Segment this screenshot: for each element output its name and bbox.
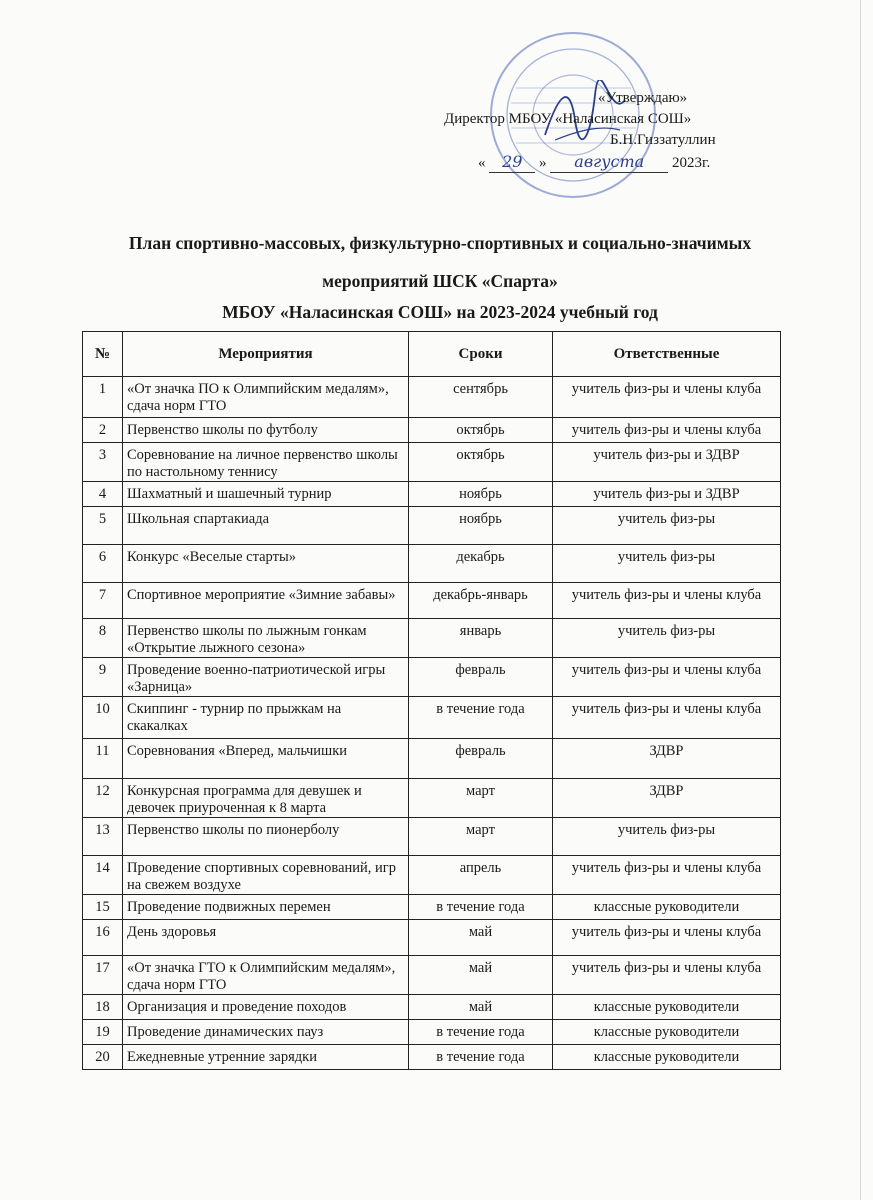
document-title-line2: мероприятий ШСК «Спарта» [322, 271, 558, 291]
table-row [83, 418, 781, 443]
row-responsible: классные руководители [553, 995, 781, 1020]
table-row [83, 895, 781, 920]
row-number: 5 [83, 507, 123, 545]
row-number: 7 [83, 583, 123, 619]
row-responsible: учитель физ-ры и члены клуба [553, 658, 781, 697]
table-row [83, 995, 781, 1020]
row-number: 19 [83, 1020, 123, 1045]
row-number: 3 [83, 443, 123, 482]
row-term: май [409, 920, 553, 956]
row-number: 9 [83, 658, 123, 697]
header-term: Сроки [409, 332, 553, 377]
table-row [83, 443, 781, 482]
row-responsible: учитель физ-ры [553, 818, 781, 856]
row-event: Конкурс «Веселые старты» [123, 545, 409, 583]
row-number: 20 [83, 1045, 123, 1070]
header-event: Мероприятия [123, 332, 409, 377]
row-term: май [409, 995, 553, 1020]
table-row [83, 818, 781, 856]
row-event: Проведение подвижных перемен [123, 895, 409, 920]
approval-heading: «Утверждаю» [598, 90, 688, 106]
row-responsible: учитель физ-ры и ЗДВР [553, 443, 781, 482]
row-term: октябрь [409, 418, 553, 443]
row-responsible: учитель физ-ры и ЗДВР [553, 482, 781, 507]
table-row [83, 739, 781, 779]
table-row [83, 377, 781, 418]
row-responsible: учитель физ-ры [553, 619, 781, 658]
table-row [83, 956, 781, 995]
row-event: Проведение спортивных соревнований, игр на свежем воздухе [123, 856, 409, 895]
row-responsible: учитель физ-ры и члены клуба [553, 583, 781, 619]
row-number: 1 [83, 377, 123, 418]
table-row [83, 1045, 781, 1070]
quote-close: » [539, 155, 547, 171]
table-row [83, 658, 781, 697]
row-term: ноябрь [409, 507, 553, 545]
header-number: № [83, 332, 123, 377]
row-term: апрель [409, 856, 553, 895]
row-term: май [409, 956, 553, 995]
row-event: Первенство школы по футболу [123, 418, 409, 443]
row-responsible: учитель физ-ры и члены клуба [553, 856, 781, 895]
row-responsible: учитель физ-ры и члены клуба [553, 418, 781, 443]
page-edge [860, 0, 861, 1200]
row-term: январь [409, 619, 553, 658]
header-responsible: Ответственные [553, 332, 781, 377]
row-event: День здоровья [123, 920, 409, 956]
row-responsible: ЗДВР [553, 779, 781, 818]
row-number: 13 [83, 818, 123, 856]
quote-open: « [478, 155, 486, 171]
row-event: Соревнования «Вперед, мальчишки [123, 739, 409, 779]
table-header-row [83, 332, 781, 377]
row-term: март [409, 818, 553, 856]
row-event: «От значка ПО к Олимпийским медалям», сдача норм ГТО [123, 377, 409, 418]
table-row [83, 583, 781, 619]
row-number: 14 [83, 856, 123, 895]
row-number: 16 [83, 920, 123, 956]
row-event: Школьная спартакиада [123, 507, 409, 545]
row-responsible: классные руководители [553, 895, 781, 920]
row-term: декабрь-январь [409, 583, 553, 619]
row-responsible: учитель физ-ры и члены клуба [553, 920, 781, 956]
row-term: октябрь [409, 443, 553, 482]
row-event: Ежедневные утренние зарядки [123, 1045, 409, 1070]
table-row [83, 545, 781, 583]
document-title-line3: МБОУ «Наласинская СОШ» на 2023-2024 учебный год [222, 302, 658, 322]
row-event: Проведение динамических пауз [123, 1020, 409, 1045]
row-number: 8 [83, 619, 123, 658]
row-event: Скиппинг - турнир по прыжкам на скакалках [123, 697, 409, 739]
row-term: в течение года [409, 697, 553, 739]
row-event: Первенство школы по пионерболу [123, 818, 409, 856]
table-row [83, 1020, 781, 1045]
row-responsible: ЗДВР [553, 739, 781, 779]
row-term: февраль [409, 658, 553, 697]
row-term: сентябрь [409, 377, 553, 418]
approval-name: Б.Н.Гиззатуллин [610, 132, 716, 148]
row-number: 12 [83, 779, 123, 818]
row-number: 2 [83, 418, 123, 443]
row-event: Первенство школы по лыжным гонкам «Открытие лыжного сезона» [123, 619, 409, 658]
row-event: Соревнование на личное первенство школы по настольному теннису [123, 443, 409, 482]
table-body [83, 377, 781, 1070]
row-responsible: учитель физ-ры и члены клуба [553, 377, 781, 418]
row-responsible: классные руководители [553, 1020, 781, 1045]
row-event: «От значка ГТО к Олимпийским медалям», сдача норм ГТО [123, 956, 409, 995]
row-number: 6 [83, 545, 123, 583]
row-number: 15 [83, 895, 123, 920]
events-table [82, 331, 781, 1070]
row-responsible: учитель физ-ры [553, 507, 781, 545]
approval-month: августа [550, 151, 668, 173]
row-responsible: учитель физ-ры [553, 545, 781, 583]
row-event: Конкурсная программа для девушек и девочек приуроченная к 8 марта [123, 779, 409, 818]
approval-block [420, 88, 750, 174]
row-number: 10 [83, 697, 123, 739]
table-row [83, 856, 781, 895]
row-number: 4 [83, 482, 123, 507]
row-event: Шахматный и шашечный турнир [123, 482, 409, 507]
table-row [83, 779, 781, 818]
row-term: декабрь [409, 545, 553, 583]
row-event: Спортивное мероприятие «Зимние забавы» [123, 583, 409, 619]
row-term: в течение года [409, 1045, 553, 1070]
row-number: 18 [83, 995, 123, 1020]
row-event: Проведение военно-патриотической игры «Зарница» [123, 658, 409, 697]
row-number: 17 [83, 956, 123, 995]
row-term: ноябрь [409, 482, 553, 507]
approval-date [420, 151, 750, 174]
row-responsible: учитель физ-ры и члены клуба [553, 697, 781, 739]
table-row [83, 619, 781, 658]
approval-day: 29 [489, 151, 535, 173]
approval-director: Директор МБОУ «Наласинская СОШ» [444, 111, 692, 127]
row-term: в течение года [409, 1020, 553, 1045]
table-row [83, 697, 781, 739]
row-term: февраль [409, 739, 553, 779]
table-row [83, 507, 781, 545]
table-row [83, 920, 781, 956]
row-responsible: учитель физ-ры и члены клуба [553, 956, 781, 995]
row-term: в течение года [409, 895, 553, 920]
table-row [83, 482, 781, 507]
row-number: 11 [83, 739, 123, 779]
approval-year: 2023г. [672, 155, 711, 171]
row-term: март [409, 779, 553, 818]
row-event: Организация и проведение походов [123, 995, 409, 1020]
document-title-line1: План спортивно-массовых, физкультурно-спортивных и социально-значимых [128, 233, 752, 253]
row-responsible: классные руководители [553, 1045, 781, 1070]
